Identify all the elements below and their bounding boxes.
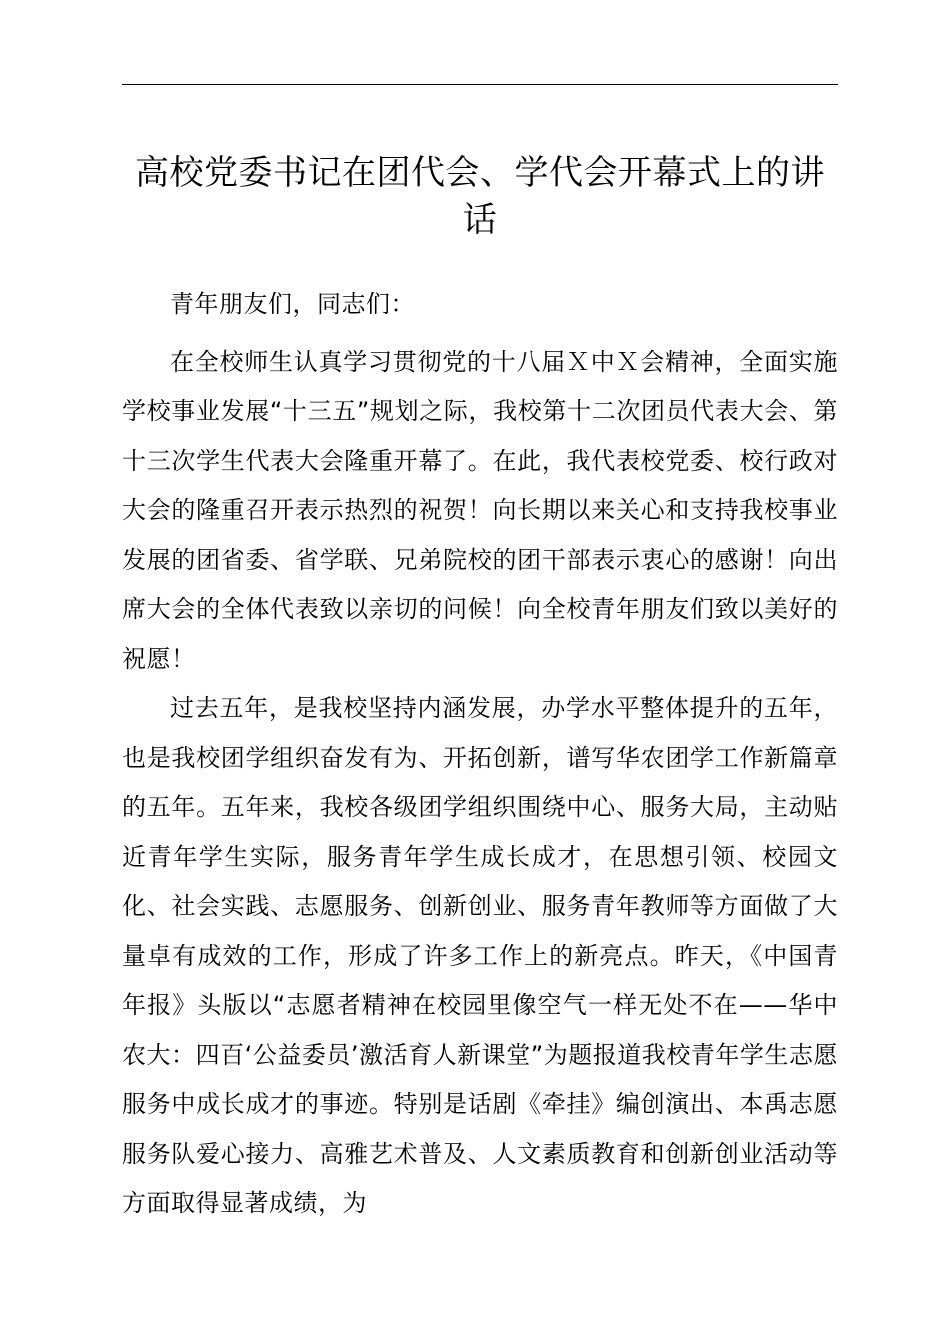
greeting: 青年朋友们，同志们： xyxy=(170,290,415,318)
paragraph-1: 在全校师生认真学习贯彻党的十八届Ｘ中Ｘ会精神，全面实施学校事业发展“十三五”规划之际，我校第十二次团员代表大会、第十三次学生代表大会隆重开幕了。在此，我代表校党委、校行政对大会的隆重召开表示热烈的祝贺！向长期以来关心和支持我校事业发展的团省委、省学联、兄弟院校的团干部表示衷心的感谢！向出席大会的全体代表致以亲切的问候！向全校青年朋友们致以美好的祝愿！ xyxy=(122,347,838,673)
header-rule xyxy=(122,84,838,85)
page-title: 高校党委书记在团代会、学代会开幕式上的讲话 xyxy=(135,153,825,240)
paragraph-2: 过去五年，是我校坚持内涵发展，办学水平整体提升的五年，也是我校团学组织奋发有为、开拓创新，谱写华农团学工作新篇章的五年。五年来，我校各级团学组织围绕中心、服务大局，主动贴近青年学生实际，服务青年学生成长成才，在思想引领、校园文化、社会实践、志愿服务、创新创业、服务青年教师等方面做了大量卓有成效的工作，形成了许多工作上的新亮点。昨天，《中国青年报》头版以“志愿者精神在校园里像空气一样无处不在——华中农大：四百‘公益委员’激活育人新课堂”为题报道我校青年学生志愿服务中成长成才的事迹。特别是话剧《牵挂》编创演出、本禹志愿服务队爱心接力、高雅艺术普及、人文素质教育和创新创业活动等方面取得显著成绩，为 xyxy=(122,694,838,1217)
document-body xyxy=(122,280,838,1229)
